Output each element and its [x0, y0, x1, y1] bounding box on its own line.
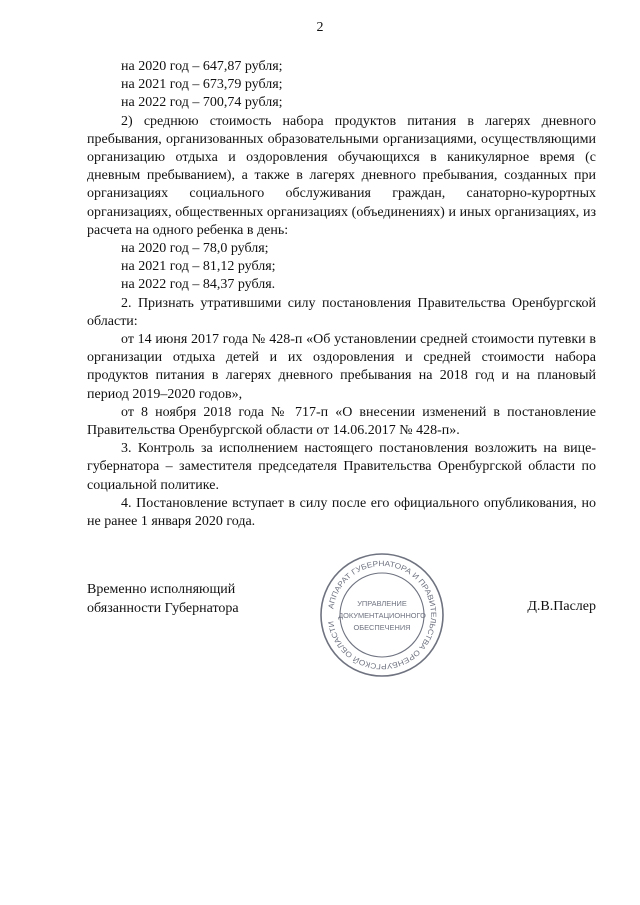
position-line-1: Временно исполняющий	[87, 582, 236, 597]
price-line: на 2020 год – 647,87 рубля;	[121, 59, 283, 74]
price-line: на 2022 год – 84,37 рубля.	[121, 277, 276, 293]
document-body	[87, 58, 596, 531]
price-line: на 2021 год – 81,12 рубля;	[121, 259, 276, 275]
price-line: на 2021 год – 673,79 рубля;	[121, 77, 283, 93]
price-line: на 2022 год – 700,74 рубля;	[121, 95, 283, 111]
signer-name: Д.В.Паслер	[527, 599, 596, 614]
stamp-ring-text: АППАРАТ ГУБЕРНАТОРА И ПРАВИТЕЛЬСТВА ОРЕНБУРГСКОЙ ОБЛАСТИ	[326, 558, 439, 672]
clause-4-paragraph: 4. Постановление вступает в силу после его официального опубликования, но не ранее 1 января 2020 года.	[87, 495, 596, 530]
position-line-2: обязанности Губернатора	[87, 601, 239, 616]
page-number: 2	[316, 20, 324, 35]
stamp-center-line-2: ДОКУМЕНТАЦИОННОГО	[338, 611, 426, 620]
signer-position	[87, 580, 239, 618]
clause-2-item-2: от 8 ноября 2018 года № 717-п «О внесении изменений в постановление Правительства Оренбургской области от 14.06.2017 № 428-п».	[87, 404, 596, 439]
clause-1-2-paragraph: 2) среднюю стоимость набора продуктов питания в лагерях дневного пребывания, организованных образовательными организациями, осуществляющими организацию отдыха и оздоровления обучающихся в каникулярное время (с дневным пребыванием), а также в лагерях дневного пребывания, созданных при организациях социального обслуживания граждан, санаторно-курортных организациях, общественных организациях (объединениях) и иных организациях, из расчета на одного ребенка в день:	[87, 113, 596, 238]
clause-3-paragraph: 3. Контроль за исполнением настоящего постановления возложить на вице-губернатора – заместителя председателя Правительства Оренбургской области по социальной политике.	[87, 441, 596, 493]
official-stamp	[317, 550, 447, 680]
clause-2-paragraph: 2. Признать утратившими силу постановления Правительства Оренбургской области:	[87, 295, 596, 329]
stamp-center-line-3: ОБЕСПЕЧЕНИЯ	[353, 623, 411, 632]
price-line: на 2020 год – 78,0 рубля;	[121, 241, 269, 257]
signature-block	[87, 558, 596, 700]
clause-2-item-1: от 14 июня 2017 года № 428-п «Об установлении средней стоимости путевки в организации отдыха детей и их оздоровления и средней стоимости набора продуктов питания в лагерях дневного пребывания на 2018 год и на плановый период 2019–2020 годов»,	[87, 332, 596, 402]
stamp-center-line-1: УПРАВЛЕНИЕ	[357, 599, 407, 608]
